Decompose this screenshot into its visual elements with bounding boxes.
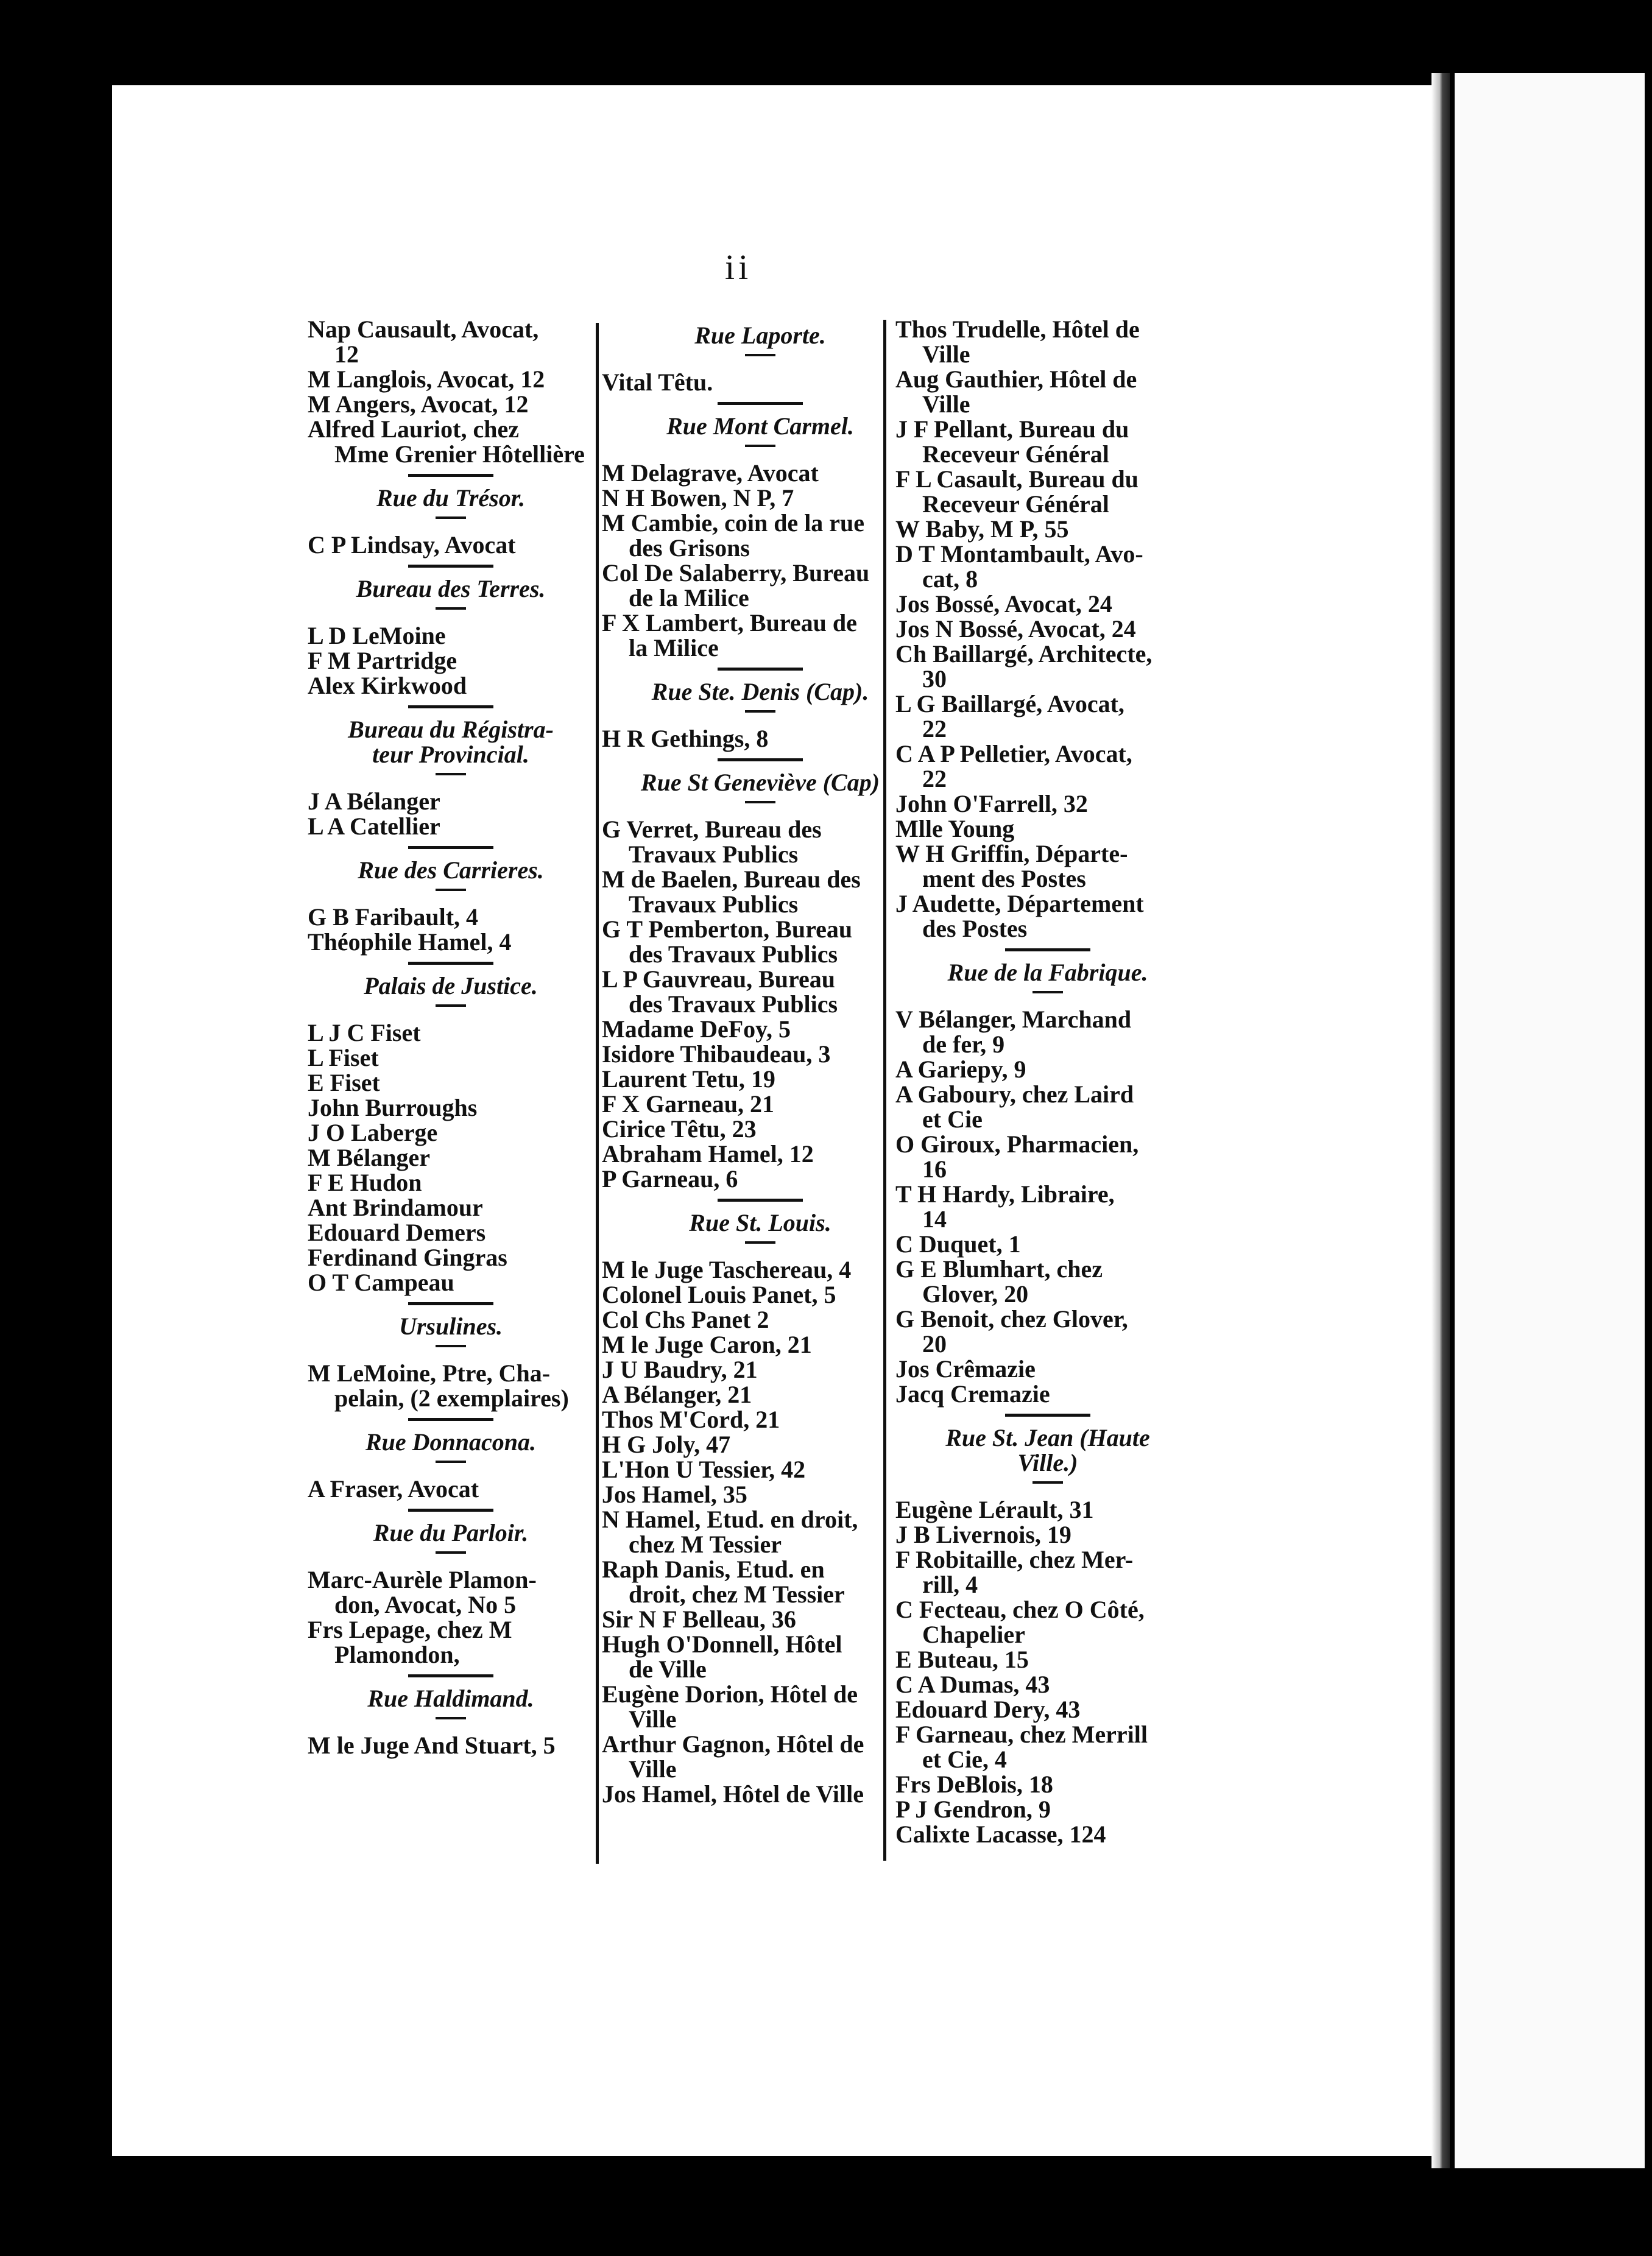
section-heading: Ursulines. — [398, 1313, 503, 1340]
section-heading: Rue Donnacona. — [365, 1428, 537, 1456]
directory-entry — [602, 917, 919, 967]
entry-name: F E Hudon — [308, 1169, 422, 1196]
directory-entry — [308, 1361, 594, 1411]
entry-name: John Burroughs — [308, 1094, 478, 1121]
entry-name: E Buteau, 15 — [895, 1646, 1029, 1673]
directory-entry — [602, 560, 919, 610]
directory-entry — [895, 1356, 1200, 1381]
entry-name: Cirice Têtu, 23 — [602, 1115, 757, 1143]
heading-dash — [745, 801, 775, 803]
entry-name: L A Catellier — [308, 813, 440, 840]
entry-continuation: 12 — [334, 340, 359, 368]
directory-entry — [895, 816, 1200, 841]
entry-continuation: chez M Tessier — [629, 1531, 782, 1558]
entry-name: L J C Fiset — [308, 1019, 421, 1046]
section-rule — [408, 474, 493, 477]
directory-entry — [602, 1066, 919, 1091]
entry-name: Eugène Dorion, Hôtel de — [602, 1680, 858, 1708]
entry-name: Hugh O'Donnell, Hôtel — [602, 1630, 842, 1658]
directory-entry — [602, 1017, 919, 1042]
entry-name: Ant Brindamour — [308, 1194, 483, 1221]
section-heading: Rue St Geneviève (Cap) — [640, 769, 880, 796]
entry-continuation: 22 — [922, 765, 947, 792]
entry-name: A Gariepy, 9 — [895, 1056, 1026, 1083]
entry-name: H G Joly, 47 — [602, 1431, 731, 1458]
entry-name: G E Blumhart, chez — [895, 1255, 1103, 1283]
directory-entry — [895, 641, 1200, 691]
directory-entry — [602, 1432, 919, 1457]
directory-entry — [308, 1733, 594, 1758]
directory-entry — [602, 726, 919, 751]
column-3 — [895, 317, 1200, 1847]
entry-continuation: 14 — [922, 1205, 947, 1233]
entry-name: G B Faribault, 4 — [308, 903, 479, 931]
section-rule — [408, 565, 493, 568]
section-rule — [408, 1509, 493, 1512]
entry-name: M Cambie, coin de la rue — [602, 509, 865, 537]
heading-dash — [436, 1004, 466, 1007]
directory-entry — [602, 1607, 919, 1632]
entry-name: C Duquet, 1 — [895, 1230, 1021, 1258]
entry-name: F M Partridge — [308, 647, 457, 674]
directory-entry — [895, 317, 1200, 367]
entry-continuation: des Travaux Publics — [629, 940, 838, 968]
section-rule — [718, 758, 803, 761]
directory-entry — [895, 1381, 1200, 1406]
entry-name: L P Gauvreau, Bureau — [602, 965, 836, 993]
entry-name: Vital Têtu. — [602, 368, 713, 396]
entry-continuation: pelain, (2 exemplaires) — [334, 1384, 569, 1412]
directory-entry — [895, 1822, 1200, 1847]
heading-dash — [745, 354, 775, 356]
entry-name: Jos Crêmazie — [895, 1355, 1036, 1383]
entry-name: J B Livernois, 19 — [895, 1521, 1071, 1548]
entry-name: F X Garneau, 21 — [602, 1090, 774, 1118]
entry-name: M Angers, Avocat, 12 — [308, 390, 529, 418]
directory-entry — [602, 1457, 919, 1482]
section-rule — [1005, 948, 1090, 951]
directory-entry — [602, 867, 919, 917]
directory-entry — [602, 1166, 919, 1191]
directory-entry — [602, 967, 919, 1017]
section-heading: Rue Haldimand. — [367, 1685, 534, 1712]
directory-entry — [895, 1057, 1200, 1082]
directory-entry — [895, 791, 1200, 816]
directory-entry — [308, 1120, 594, 1145]
heading-dash — [436, 1717, 466, 1719]
directory-entry — [602, 460, 919, 485]
entry-name: O T Campeau — [308, 1269, 454, 1296]
entry-name: M LeMoine, Ptre, Cha- — [308, 1359, 551, 1387]
facing-page — [1455, 73, 1645, 2168]
directory-entry — [308, 1270, 594, 1295]
directory-entry — [602, 1682, 919, 1732]
directory-entry — [308, 1245, 594, 1270]
entry-continuation: Glover, 20 — [922, 1280, 1029, 1308]
entry-continuation: de Ville — [629, 1655, 707, 1683]
entry-name: Jos Bossé, Avocat, 24 — [895, 590, 1112, 618]
entry-name: Thos M'Cord, 21 — [602, 1406, 780, 1433]
entry-name: D T Montambault, Avo- — [895, 540, 1143, 568]
directory-entry — [602, 1782, 919, 1807]
entry-name: Abraham Hamel, 12 — [602, 1140, 814, 1168]
column-2 — [602, 317, 919, 1807]
directory-entry — [602, 1091, 919, 1116]
section-rule — [408, 962, 493, 965]
section-rule — [1005, 1414, 1090, 1417]
entry-name: Raph Danis, Etud. en — [602, 1556, 825, 1583]
directory-entry — [308, 1145, 594, 1170]
directory-entry — [895, 1306, 1200, 1356]
entry-name: Edouard Demers — [308, 1219, 486, 1246]
entry-name: A Gaboury, chez Laird — [895, 1080, 1134, 1108]
directory-entry — [308, 929, 594, 954]
entry-continuation: des Grisons — [629, 534, 750, 562]
directory-entry — [895, 1132, 1200, 1182]
entry-continuation: Plamondon, — [334, 1641, 460, 1668]
heading-dash — [1032, 991, 1063, 993]
entry-name: N Hamel, Etud. en droit, — [602, 1506, 858, 1533]
entry-name: Jos Hamel, 35 — [602, 1481, 747, 1508]
page-edge — [1431, 73, 1450, 2168]
entry-name: C P Lindsay, Avocat — [308, 531, 516, 559]
directory-entry — [602, 1407, 919, 1432]
directory-entry — [308, 814, 594, 839]
directory-entry — [602, 1382, 919, 1407]
directory-entry — [602, 1116, 919, 1141]
entry-name: Col Chs Panet 2 — [602, 1306, 769, 1333]
entry-name: G T Pemberton, Bureau — [602, 915, 853, 943]
entry-name: O Giroux, Pharmacien, — [895, 1130, 1139, 1158]
entry-continuation: Mme Grenier Hôtellière — [334, 440, 585, 468]
entry-continuation: Ville — [629, 1705, 677, 1733]
entry-name: Eugène Lérault, 31 — [895, 1496, 1094, 1523]
entry-name: P Garneau, 6 — [602, 1165, 738, 1193]
entry-continuation: ment des Postes — [922, 865, 1086, 892]
entry-continuation: la Milice — [629, 634, 719, 661]
directory-entry — [308, 417, 594, 467]
directory-entry — [602, 1332, 919, 1357]
section-heading: Ville.) — [1017, 1449, 1078, 1476]
entry-name: L D LeMoine — [308, 622, 446, 649]
entry-name: F Robitaille, chez Mer- — [895, 1546, 1134, 1573]
directory-entry — [602, 1482, 919, 1507]
directory-entry — [895, 1082, 1200, 1132]
directory-entry — [895, 467, 1200, 516]
directory-entry — [308, 532, 594, 557]
heading-dash — [436, 773, 466, 775]
entry-continuation: et Cie, 4 — [922, 1746, 1007, 1773]
section-heading: Rue Ste. Denis (Cap). — [651, 678, 869, 705]
directory-entry — [308, 1070, 594, 1095]
directory-entry — [308, 1567, 594, 1617]
heading-dash — [436, 607, 466, 610]
entry-name: Calixte Lacasse, 124 — [895, 1821, 1106, 1848]
entry-name: M le Juge And Stuart, 5 — [308, 1732, 556, 1759]
entry-name: Sir N F Belleau, 36 — [602, 1606, 796, 1633]
section-heading: Palais de Justice. — [364, 972, 538, 999]
directory-entry — [895, 1257, 1200, 1306]
directory-entry — [895, 1522, 1200, 1547]
directory-entry — [895, 1672, 1200, 1697]
column-1 — [308, 317, 594, 1758]
entry-name: Jos Hamel, Hôtel de Ville — [602, 1780, 864, 1808]
directory-entry — [308, 1617, 594, 1667]
section-rule — [408, 705, 493, 708]
entry-name: Colonel Louis Panet, 5 — [602, 1281, 836, 1308]
directory-entry — [602, 1557, 919, 1607]
entry-name: C A Dumas, 43 — [895, 1671, 1050, 1698]
directory-entry — [308, 317, 594, 367]
entry-name: E Fiset — [308, 1069, 380, 1096]
directory-entry — [602, 1141, 919, 1166]
section-heading: Bureau des Terres. — [356, 575, 546, 602]
section-heading: Rue St. Louis. — [689, 1209, 831, 1236]
section-rule — [408, 1302, 493, 1305]
entry-continuation: Receveur Général — [922, 440, 1109, 468]
entry-name: J O Laberge — [308, 1119, 438, 1146]
entry-name: Jos N Bossé, Avocat, 24 — [895, 615, 1136, 643]
directory-entry — [895, 591, 1200, 616]
entry-name: Edouard Dery, 43 — [895, 1696, 1081, 1723]
entry-name: Thos Trudelle, Hôtel de — [895, 315, 1140, 343]
entry-continuation: Ville — [922, 390, 970, 418]
directory-entry — [308, 367, 594, 392]
directory-entry — [895, 616, 1200, 641]
directory-entry — [602, 1257, 919, 1282]
entry-continuation: droit, chez M Tessier — [629, 1581, 845, 1608]
entry-continuation: et Cie — [922, 1105, 983, 1133]
section-heading: Rue St. Jean (Haute — [945, 1424, 1150, 1451]
entry-name: Alex Kirkwood — [308, 672, 467, 699]
heading-dash — [436, 1345, 466, 1347]
directory-entry — [895, 691, 1200, 741]
heading-dash — [745, 1241, 775, 1244]
entry-name: V Bélanger, Marchand — [895, 1006, 1132, 1033]
entry-name: M Bélanger — [308, 1144, 431, 1171]
directory-entry — [895, 841, 1200, 891]
entry-name: M Langlois, Avocat, 12 — [308, 365, 545, 393]
entry-name: A Bélanger, 21 — [602, 1381, 752, 1408]
entry-name: H R Gethings, 8 — [602, 725, 769, 752]
entry-continuation: 30 — [922, 665, 947, 693]
entry-name: M le Juge Taschereau, 4 — [602, 1256, 852, 1283]
heading-dash — [745, 710, 775, 713]
entry-name: G Benoit, chez Glover, — [895, 1305, 1128, 1333]
entry-name: Laurent Tetu, 19 — [602, 1065, 775, 1093]
section-heading: Rue Mont Carmel. — [666, 412, 854, 440]
directory-entry — [308, 673, 594, 698]
entry-name: P J Gendron, 9 — [895, 1796, 1051, 1823]
directory-entry — [308, 1170, 594, 1195]
directory-entry — [602, 1042, 919, 1066]
section-heading: Rue de la Fabrique. — [947, 959, 1148, 986]
entry-continuation: don, Avocat, No 5 — [334, 1591, 517, 1618]
entry-name: J A Bélanger — [308, 788, 440, 815]
entry-name: J Audette, Département — [895, 890, 1144, 917]
entry-continuation: Ville — [629, 1755, 677, 1783]
entry-name: Mlle Young — [895, 815, 1015, 842]
entry-name: L G Baillargé, Avocat, — [895, 690, 1124, 717]
entry-name: W H Griffin, Départe- — [895, 840, 1128, 867]
entry-continuation: Ville — [922, 340, 970, 368]
directory-entry — [308, 623, 594, 648]
directory-entry — [895, 1797, 1200, 1822]
entry-continuation: Travaux Publics — [629, 841, 799, 868]
directory-entry — [602, 1732, 919, 1782]
entry-name: A Fraser, Avocat — [308, 1475, 479, 1503]
directory-entry — [602, 1307, 919, 1332]
entry-name: Alfred Lauriot, chez — [308, 415, 519, 443]
entry-name: C Fecteau, chez O Côté, — [895, 1596, 1145, 1623]
directory-entry — [308, 1095, 594, 1120]
directory-entry — [308, 1476, 594, 1501]
entry-continuation: Travaux Publics — [629, 890, 799, 918]
entry-continuation: 22 — [922, 715, 947, 742]
column-divider — [596, 323, 599, 1864]
entry-name: Frs Lepage, chez M — [308, 1616, 512, 1643]
directory-entry — [895, 1772, 1200, 1797]
entry-name: Col De Salaberry, Bureau — [602, 559, 870, 587]
directory-entry — [602, 610, 919, 660]
entry-continuation: rill, 4 — [922, 1571, 978, 1598]
entry-continuation: des Postes — [922, 915, 1028, 942]
directory-entry — [308, 1020, 594, 1045]
directory-entry — [895, 1697, 1200, 1722]
directory-entry — [602, 1507, 919, 1557]
directory-entry — [308, 648, 594, 673]
entry-continuation: de fer, 9 — [922, 1031, 1005, 1058]
entry-name: T H Hardy, Libraire, — [895, 1180, 1115, 1208]
directory-entry — [895, 1232, 1200, 1257]
directory-entry — [895, 1547, 1200, 1597]
entry-name: C A P Pelletier, Avocat, — [895, 740, 1132, 767]
directory-entry — [895, 1647, 1200, 1672]
section-heading: Rue Laporte. — [694, 322, 826, 349]
section-heading: teur Provincial. — [372, 741, 529, 768]
entry-continuation: 20 — [922, 1330, 947, 1358]
directory-entry — [895, 1497, 1200, 1522]
section-rule — [408, 1674, 493, 1677]
heading-dash — [1032, 1481, 1063, 1484]
section-rule — [718, 668, 803, 671]
heading-dash — [436, 1551, 466, 1554]
entry-continuation: des Travaux Publics — [629, 990, 838, 1018]
entry-continuation: de la Milice — [629, 584, 749, 612]
entry-name: F L Casault, Bureau du — [895, 465, 1139, 493]
entry-name: Ferdinand Gingras — [308, 1244, 507, 1271]
directory-entry — [308, 789, 594, 814]
directory-entry — [895, 1597, 1200, 1647]
directory-entry — [895, 516, 1200, 541]
entry-continuation: cat, 8 — [922, 565, 978, 593]
directory-entry — [895, 1722, 1200, 1772]
heading-dash — [436, 889, 466, 891]
directory-entry — [308, 1220, 594, 1245]
section-heading: Rue du Trésor. — [376, 484, 526, 512]
entry-name: Aug Gauthier, Hôtel de — [895, 365, 1137, 393]
directory-entry — [895, 417, 1200, 467]
entry-continuation: 16 — [922, 1155, 947, 1183]
entry-name: Isidore Thibaudeau, 3 — [602, 1040, 831, 1068]
directory-entry — [895, 1182, 1200, 1232]
directory-entry — [602, 1357, 919, 1382]
entry-name: M de Baelen, Bureau des — [602, 865, 861, 893]
entry-name: Arthur Gagnon, Hôtel de — [602, 1730, 864, 1758]
entry-name: M le Juge Caron, 21 — [602, 1331, 812, 1358]
entry-name: Théophile Hamel, 4 — [308, 928, 512, 956]
entry-name: Ch Baillargé, Architecte, — [895, 640, 1153, 668]
entry-name: W Baby, M P, 55 — [895, 515, 1069, 543]
directory-entry — [602, 510, 919, 560]
directory-entry — [895, 741, 1200, 791]
heading-dash — [436, 1461, 466, 1463]
page-number: ii — [725, 247, 752, 287]
heading-dash — [436, 516, 466, 519]
directory-entry — [895, 891, 1200, 941]
directory-entry — [895, 1007, 1200, 1057]
entry-name: F Garneau, chez Merrill — [895, 1721, 1148, 1748]
directory-entry — [895, 541, 1200, 591]
entry-name: J F Pellant, Bureau du — [895, 415, 1129, 443]
entry-name: Marc-Aurèle Plamon- — [308, 1566, 537, 1593]
section-rule — [718, 1199, 803, 1202]
section-rule — [408, 1418, 493, 1421]
directory-entry — [602, 817, 919, 867]
directory-entry — [308, 1045, 594, 1070]
entry-name: N H Bowen, N P, 7 — [602, 484, 794, 512]
directory-entry — [602, 485, 919, 510]
entry-name: Frs DeBlois, 18 — [895, 1771, 1053, 1798]
entry-name: F X Lambert, Bureau de — [602, 609, 857, 636]
directory-entry — [308, 392, 594, 417]
directory-entry — [308, 904, 594, 929]
entry-continuation: Receveur Général — [922, 490, 1109, 518]
section-rule — [718, 402, 803, 405]
entry-name: L Fiset — [308, 1044, 379, 1071]
entry-name: John O'Farrell, 32 — [895, 790, 1088, 817]
entry-name: Madame DeFoy, 5 — [602, 1015, 791, 1043]
directory-entry — [602, 1632, 919, 1682]
section-heading: Rue des Carrieres. — [358, 856, 544, 884]
directory-entry — [602, 1282, 919, 1307]
section-heading: Rue du Parloir. — [373, 1519, 529, 1546]
entry-name: Jacq Cremazie — [895, 1380, 1050, 1408]
heading-dash — [745, 445, 775, 447]
directory-entry — [602, 370, 919, 395]
entry-name: L'Hon U Tessier, 42 — [602, 1456, 806, 1483]
directory-entry — [895, 367, 1200, 417]
entry-name: Nap Causault, Avocat, — [308, 315, 539, 343]
entry-continuation: Chapelier — [922, 1621, 1025, 1648]
entry-name: M Delagrave, Avocat — [602, 459, 819, 487]
section-rule — [408, 846, 493, 849]
entry-name: J U Baudry, 21 — [602, 1356, 758, 1383]
section-heading: Bureau du Régistra- — [348, 716, 554, 743]
directory-entry — [308, 1195, 594, 1220]
entry-name: G Verret, Bureau des — [602, 816, 822, 843]
